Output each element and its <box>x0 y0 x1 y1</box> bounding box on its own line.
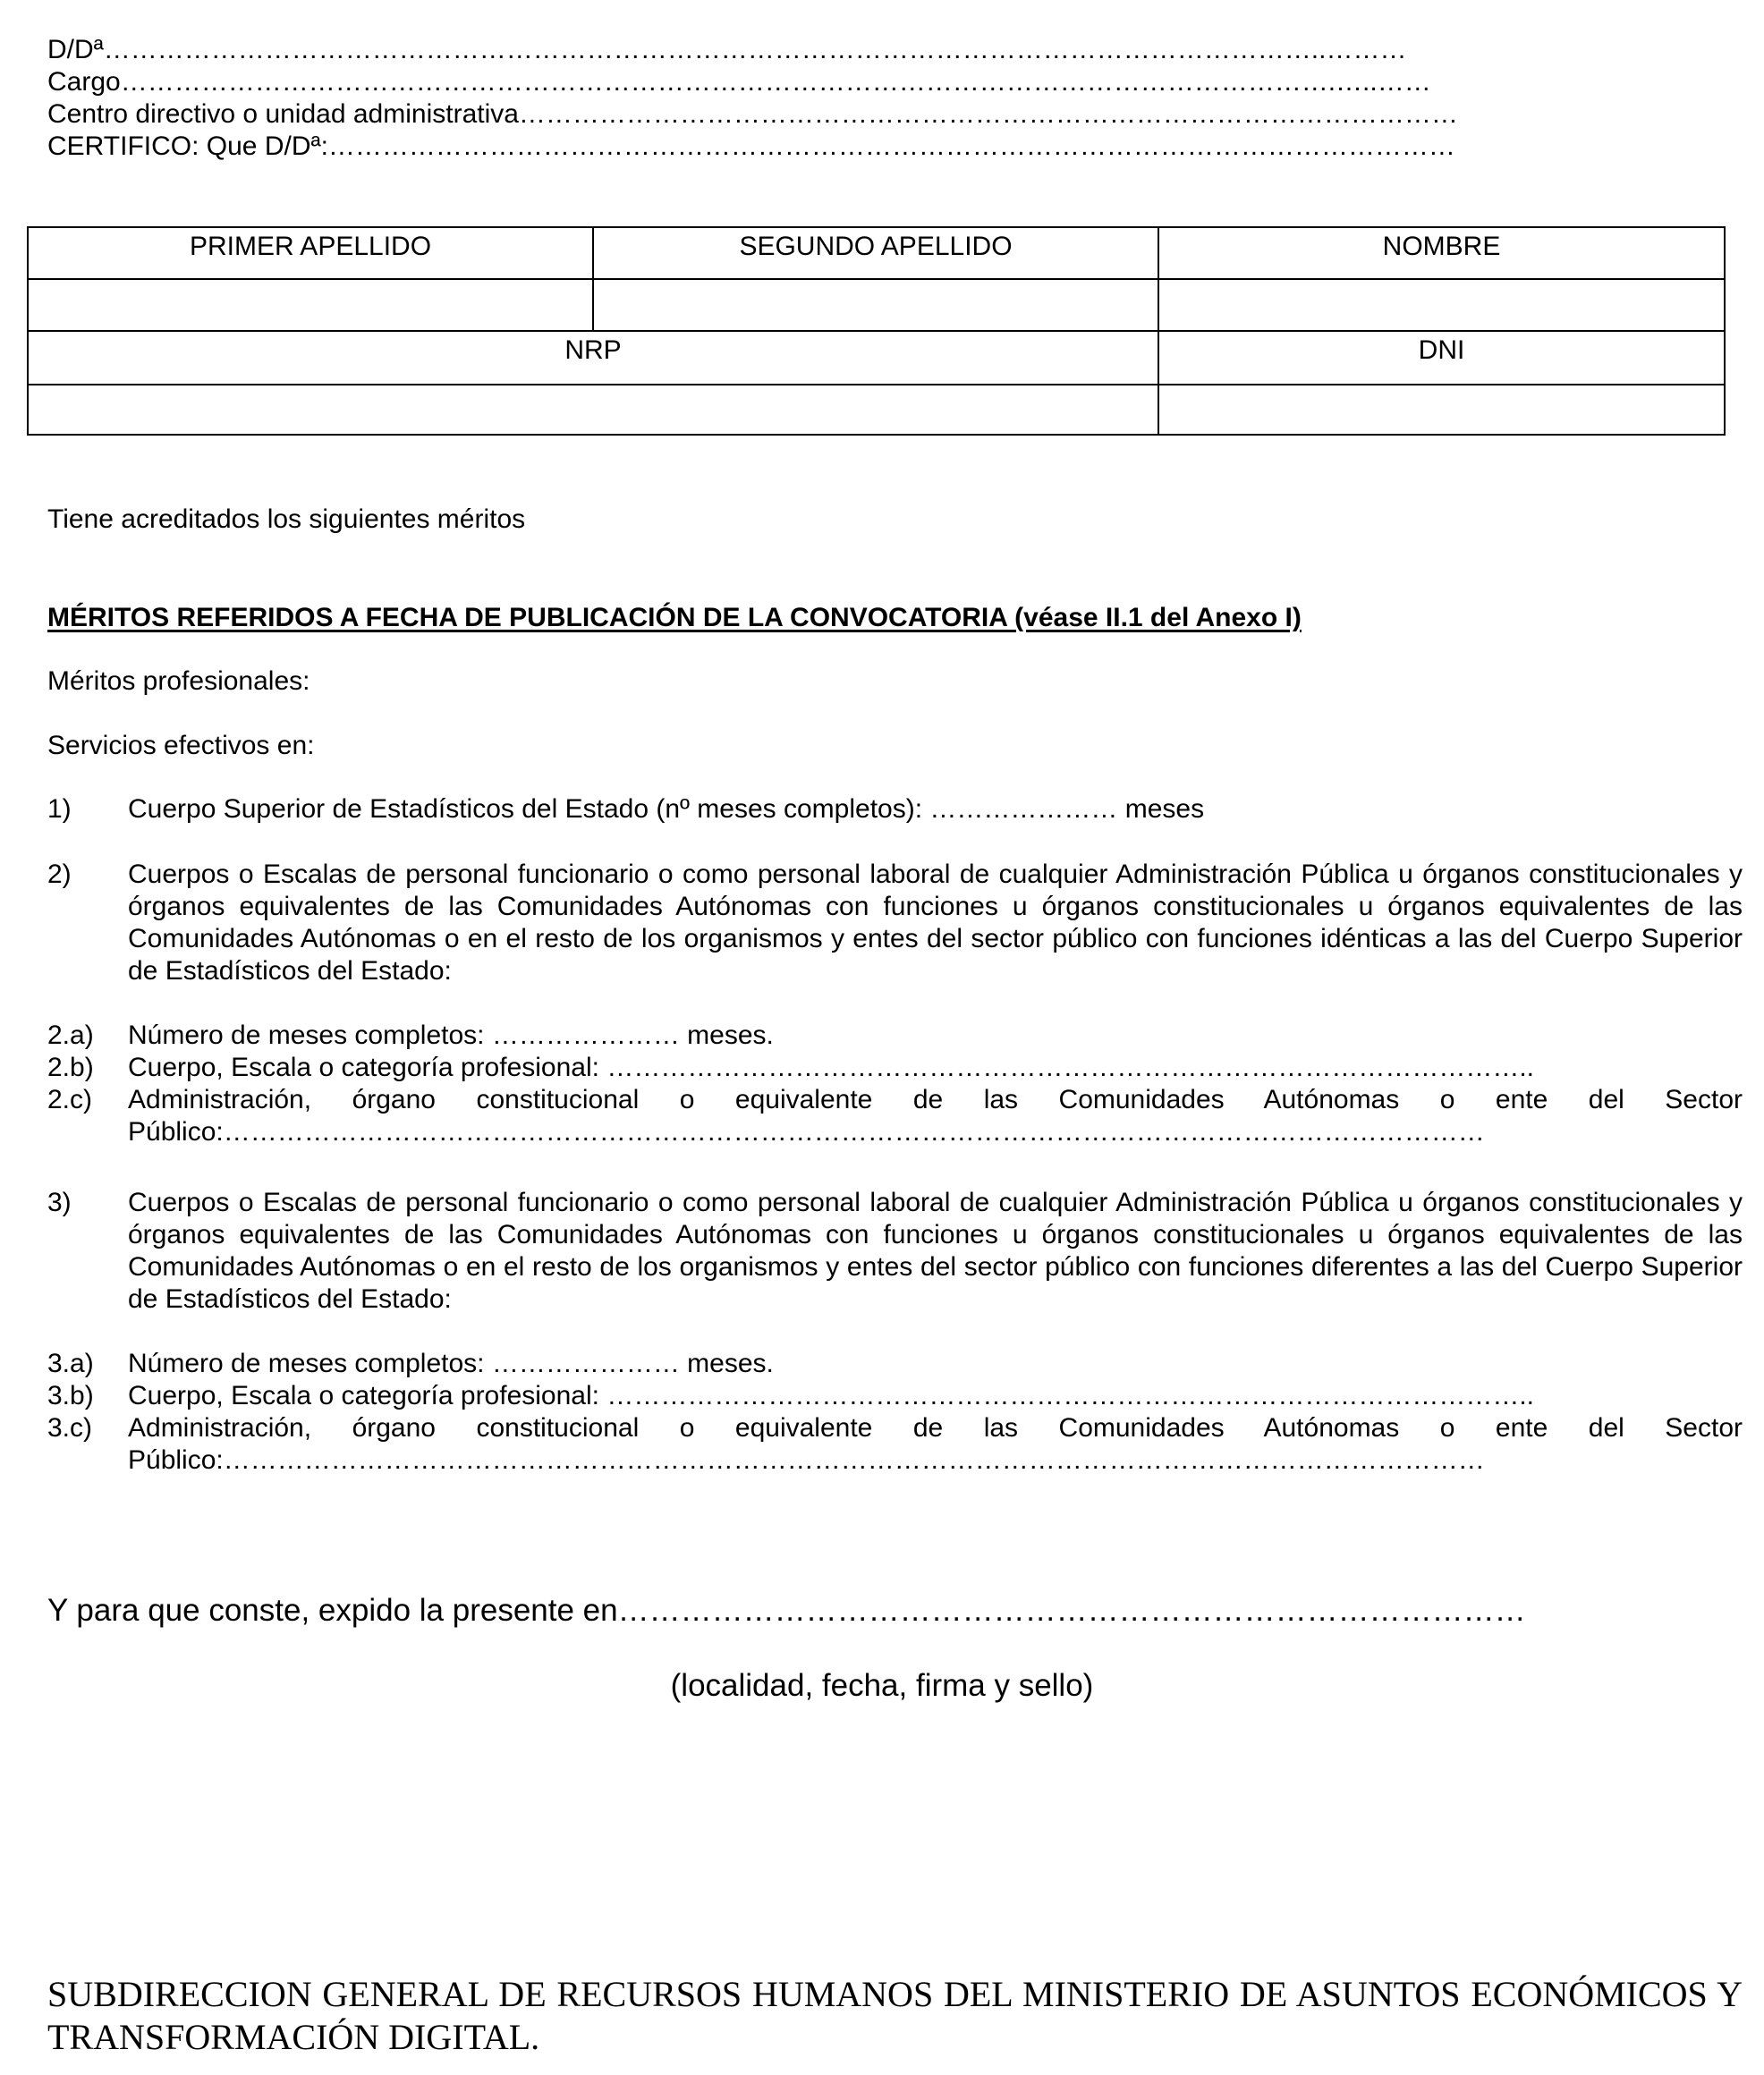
item-3c-text: Administración, órgano constitucional o equivalente de las Comunidades Autónomas o ente del Sector Público:…………………………………………………………………………………………………………………………… <box>128 1413 1743 1475</box>
footer-ministry: SUBDIRECCION GENERAL DE RECURSOS HUMANOS DEL MINISTERIO DE ASUNTOS ECONÓMICOS Y TRANSFORMACIÓN DIGITAL. <box>47 1974 1743 2057</box>
identification-table <box>27 226 1726 436</box>
item-1-text: Cuerpo Superior de Estadísticos del Estado (nº meses completos): ………………… meses <box>128 794 1205 824</box>
item-3a-text: Número de meses completos: ………………… meses. <box>128 1349 774 1378</box>
nrp-header: NRP <box>28 331 1158 385</box>
item-3-text: Cuerpos o Escalas de personal funcionario o como personal laboral de cualquier Administración Pública u órganos constitucionales y órganos equivalentes de las Comunidades Autónomas con funciones u órganos constitucionales u órganos equivalentes de las Comunidades Autónomas o en el resto de los organismos y entes del sector público con funciones diferentes a las del Cuerpo Superior de Estadísticos del Estado: <box>128 1188 1743 1314</box>
item-3b-text: Cuerpo, Escala o categoría profesional: ………………………………………………………………………………………….. <box>128 1381 1534 1410</box>
item-2c-text: Administración, órgano constitucional o equivalente de las Comunidades Autónomas o ente del Sector Público:…………………………………………………………………………………………………………………………… <box>128 1085 1743 1147</box>
item-1-number: 1) <box>47 794 72 824</box>
header-cargo-line: Cargo……………………………………………………………………………………………………………………….…..…… <box>47 67 1431 97</box>
item-3-number: 3) <box>47 1188 72 1217</box>
header-centro-line: Centro directivo o unidad administrativa…………………………………………………………………………………………… <box>47 99 1458 129</box>
dni-header: DNI <box>1158 331 1725 385</box>
item-2a-text: Número de meses completos: ………………… meses. <box>128 1021 774 1050</box>
dni-field[interactable] <box>1158 385 1725 435</box>
closing-line: Y para que conste, expido la presente en…………………………………………………………………………… <box>47 1593 1526 1628</box>
item-2c-number: 2.c) <box>47 1085 93 1114</box>
segundo-apellido-header: SEGUNDO APELLIDO <box>593 227 1158 279</box>
item-3c-number: 3.c) <box>47 1413 93 1443</box>
primer-apellido-field[interactable] <box>28 279 593 331</box>
intro-text: Tiene acreditados los siguientes méritos <box>47 504 526 534</box>
item-3a-number: 3.a) <box>47 1349 94 1378</box>
servicios-efectivos-label: Servicios efectivos en: <box>47 731 315 760</box>
header-certifico-line: CERTIFICO: Que D/Dª:……………………………………………………………………………………………………………… <box>47 131 1455 161</box>
item-2-text: Cuerpos o Escalas de personal funcionario o como personal laboral de cualquier Administración Pública u órganos constitucionales y órganos equivalentes de las Comunidades Autónomas con funciones u órganos constitucionales u órganos equivalentes de las Comunidades Autónomas o en el resto de los organismos y entes del sector público con funciones idénticas a las del Cuerpo Superior de Estadísticos del Estado: <box>128 860 1743 986</box>
item-2b-text: Cuerpo, Escala o categoría profesional: ………………………………………………………………………………………….. <box>128 1053 1534 1082</box>
closing-note: (localidad, fecha, firma y sello) <box>670 1668 1094 1703</box>
item-2b-number: 2.b) <box>47 1053 94 1082</box>
item-2-number: 2) <box>47 860 72 889</box>
meritos-profesionales-label: Méritos profesionales: <box>47 666 310 696</box>
item-2a-number: 2.a) <box>47 1021 94 1050</box>
nrp-field[interactable] <box>28 385 1158 435</box>
section-title: MÉRITOS REFERIDOS A FECHA DE PUBLICACIÓN DE LA CONVOCATORIA (véase II.1 del Anexo I) <box>47 603 1302 632</box>
header-dda-line: D/Dª………………………………………………………………………………………………………………………..……… <box>47 35 1407 64</box>
item-3b-number: 3.b) <box>47 1381 94 1410</box>
nombre-field[interactable] <box>1158 279 1725 331</box>
nombre-header: NOMBRE <box>1158 227 1725 279</box>
segundo-apellido-field[interactable] <box>593 279 1158 331</box>
primer-apellido-header: PRIMER APELLIDO <box>28 227 593 279</box>
